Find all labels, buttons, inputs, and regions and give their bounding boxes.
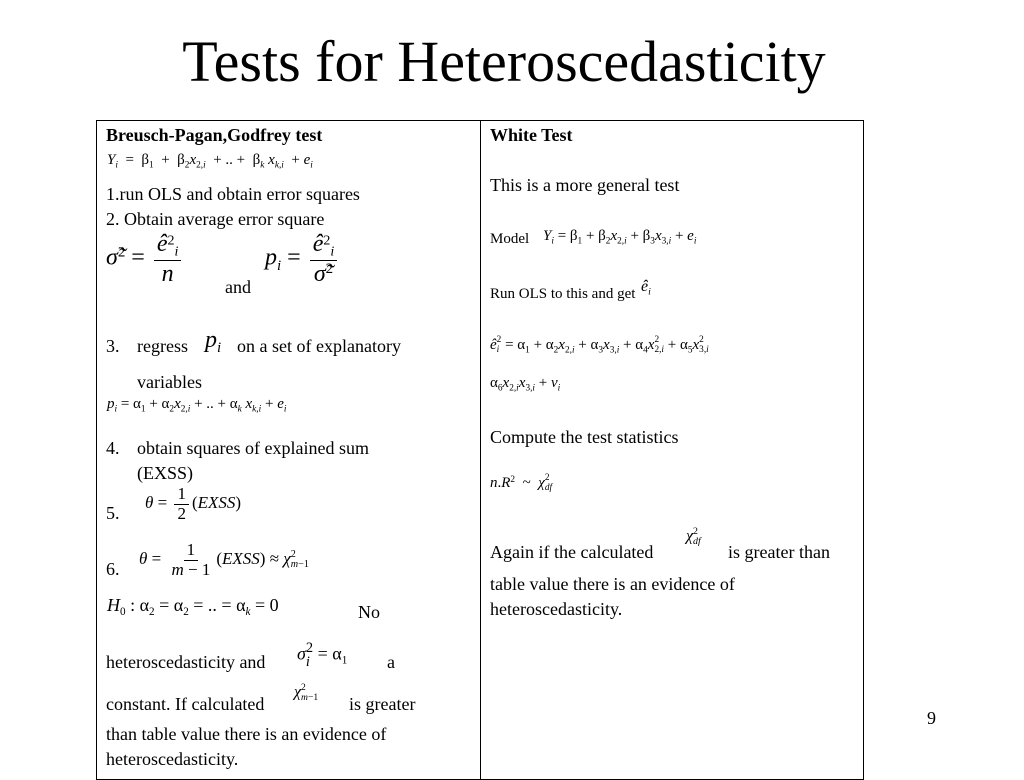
white-intro: This is a more general test — [490, 175, 680, 195]
conclusion-line-1-end: a — [387, 652, 395, 672]
again-line-1-end: is greater than — [728, 542, 830, 562]
conclusion-line-1: heteroscedasticity and — [106, 652, 266, 672]
chi-square-df-symbol: χ2 df — [686, 526, 701, 547]
conclusion-line-3: than table value there is an evidence of — [106, 724, 387, 744]
bp-step-6-number: 6. — [106, 559, 120, 579]
bp-step-2: 2. Obtain average error square — [106, 209, 325, 229]
pi-symbol: $p_i$ — [205, 327, 222, 357]
bp-auxiliary-equation: $p_i = \alpha_1 + \alpha_2x_{2,i}$ + .. + $\alpha_k$ $x_{k,i} + e_i$ — [107, 396, 287, 415]
bp-step-1: 1.run OLS and obtain error squares — [106, 184, 360, 204]
chi-square-m-minus-1-symbol: χ2 m−1 — [294, 682, 319, 703]
model-label: Model — [490, 231, 530, 247]
compute-statistics: Compute the test statistics — [490, 427, 679, 447]
conclusion-line-2-end: is greater — [349, 694, 416, 714]
bp-step-4-number: 4. — [106, 438, 120, 458]
white-aux-equation-line-1: ê2 $i = \alpha_1 + \alpha_2x_{2,i} + \alpha_3x_{3,i} + \alpha_4x2$ $2,i + \alpha_5x2$ 3,i — [490, 335, 709, 356]
run-ols-text: Run OLS to this and get — [490, 286, 636, 302]
white-test-column — [481, 121, 863, 779]
white-heading: White Test — [490, 125, 573, 145]
conclusion-line-4: heteroscedasticity. — [106, 749, 239, 769]
theta-half-exss-equation: θ = $\frac{1}{2}$ (EXSS) — [145, 484, 242, 523]
bp-step-5-number: 5. — [106, 503, 120, 523]
pi-equation: $p_i$ = $\frac{ê^2_i}{\sigmã^2}$ — [265, 231, 340, 287]
white-aux-equation-line-2: $\alpha_6x_{2,i}x_{3,i} + v_i$ — [490, 375, 561, 394]
e-hat-i-symbol: $ê_i$ — [641, 278, 651, 298]
null-hypothesis-equation: $H_0$ : $\alpha_2 = \alpha_2$ = .. = $\alpha_k = 0$ — [107, 595, 279, 618]
again-line-3: heteroscedasticity. — [490, 599, 623, 619]
conclusion-line-2: constant. If calculated — [106, 694, 265, 714]
bp-step-3-regress: regress — [137, 336, 188, 356]
bp-step-3-rest: on a set of explanatory — [237, 336, 401, 356]
bp-step-3-variables: variables — [137, 372, 202, 392]
bp-step-3-number: 3. — [106, 336, 120, 356]
again-line-2: table value there is an evidence of — [490, 574, 735, 594]
slide-title: Tests for Heteroscedasticity — [182, 29, 826, 94]
sigma-i-alpha-equation: σ2 $i = \alpha_1$ — [297, 640, 348, 671]
page-number: 9 — [927, 708, 936, 728]
white-model-equation: $Y_i = \beta_1 + \beta_2x_{2,i} + \beta_3x_{3,i} + e_i$ — [543, 228, 697, 247]
exss-label-6: EXSS — [222, 549, 260, 569]
breusch-pagan-column — [97, 121, 480, 779]
again-line-1: Again if the calculated — [490, 542, 654, 562]
and-label: and — [225, 277, 251, 297]
null-hypothesis-tail: No — [358, 602, 380, 622]
sigma-tilde-squared-equation: σ̃$^2$ = $\frac{ê^2_i}{n}$ — [106, 231, 184, 287]
theta-chi-square-equation: θ = $\frac{1}{m - 1}$ (EXSS) ≈ χ2 m−1 — [139, 540, 309, 579]
content-table — [96, 120, 864, 780]
bp-model-equation: $Y_i = \beta_1 + \beta_2x_{2,i}$ + .. + $\beta_k$ $x_{k,i} + e_i$ — [107, 152, 313, 171]
bp-heading: Breusch-Pagan,Godfrey test — [106, 125, 323, 145]
exss-label-5: EXSS — [197, 493, 236, 513]
bp-step-4-exss: (EXSS) — [137, 463, 194, 483]
test-statistic-equation: $n.R^2$ ~ χ2 df — [490, 473, 553, 493]
bp-step-4-text: obtain squares of explained sum — [137, 438, 369, 458]
